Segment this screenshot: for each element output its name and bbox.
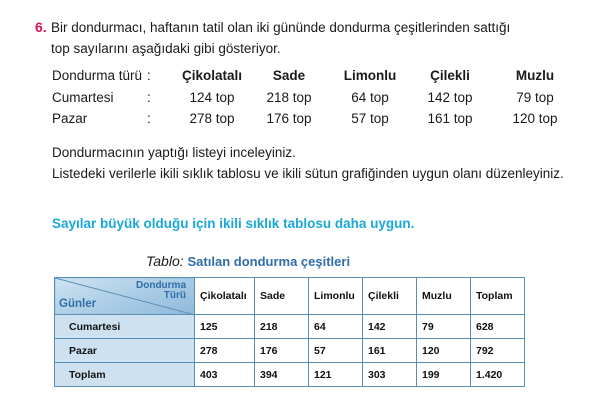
data-list-day: Cumartesi [52, 90, 114, 105]
corner-label-flavor-2: Türü [163, 290, 186, 301]
table-header-row [55, 278, 525, 315]
instruction-line-2: Listedeki verilerle ikili sıklık tablosu ve ikili sütun grafiğinden uygun olanı düzenleyiniz. [52, 166, 564, 181]
data-list-flavor: Çilekli [430, 68, 470, 83]
table-cell: 303 [363, 363, 417, 387]
answer-text: Sayılar büyük olduğu için ikili sıklık tablosu daha uygun. [52, 216, 415, 231]
question-text-line-2: top sayılarını aşağıdaki gibi gösteriyor. [51, 41, 281, 56]
table-title [146, 253, 350, 269]
column-header: Sade [255, 278, 309, 315]
table-cell: 161 [363, 339, 417, 363]
data-list-value: 64 top [351, 90, 389, 105]
data-list-flavor: Muzlu [515, 68, 555, 83]
table-row-total [55, 363, 525, 387]
row-label: Toplam [55, 363, 195, 387]
data-list-flavor: Limonlu [343, 68, 397, 83]
data-list-colon: : [147, 90, 151, 105]
table-row [55, 315, 525, 339]
data-list-value: 120 top [512, 111, 558, 126]
corner-label-flavor [136, 281, 186, 301]
row-label: Cumartesi [55, 315, 195, 339]
table-title-text: Satılan dondurma çeşitleri [187, 254, 351, 269]
table-cell: 121 [309, 363, 363, 387]
data-list-flavor: Çikolatalı [181, 68, 243, 83]
frequency-table [54, 277, 525, 387]
table-cell: 176 [255, 339, 309, 363]
data-list-day: Pazar [52, 111, 88, 126]
table-cell: 79 [417, 315, 471, 339]
table-cell: 120 [417, 339, 471, 363]
instruction-line-1: Dondurmacının yaptığı listeyi inceleyiniz. [52, 145, 296, 160]
data-list-value: 57 top [351, 111, 389, 126]
corner-label-days: Günler [59, 298, 97, 310]
data-list-value: 124 top [189, 90, 235, 105]
table-row [55, 339, 525, 363]
table-title-label: Tablo: [146, 253, 184, 269]
table-cell: 142 [363, 315, 417, 339]
data-list-value: 161 top [427, 111, 473, 126]
data-list-value: 218 top [266, 90, 312, 105]
column-header: Muzlu [417, 278, 471, 315]
column-header: Limonlu [309, 278, 363, 315]
table-cell: 278 [195, 339, 255, 363]
data-list-label: Dondurma türü [52, 68, 143, 83]
column-header: Çilekli [363, 278, 417, 315]
data-list-value: 176 top [266, 111, 312, 126]
table-cell: 628 [471, 315, 525, 339]
row-label: Pazar [55, 339, 195, 363]
table-cell: 125 [195, 315, 255, 339]
table-cell: 394 [255, 363, 309, 387]
data-list-flavor: Sade [272, 68, 306, 83]
data-list-colon: : [147, 68, 151, 83]
table-cell: 57 [309, 339, 363, 363]
data-list-value: 278 top [189, 111, 235, 126]
table-cell: 1.420 [471, 363, 525, 387]
table-cell: 199 [417, 363, 471, 387]
column-header: Çikolatalı [195, 278, 255, 315]
question-text-line-1: Bir dondurmacı, haftanın tatil olan iki gününde dondurma çeşitlerinden sattığı [51, 20, 511, 35]
table-cell: 403 [195, 363, 255, 387]
table-cell: 792 [471, 339, 525, 363]
data-list-colon: : [147, 111, 151, 126]
data-list-value: 79 top [516, 90, 554, 105]
corner-label-flavor-1: Dondurma [136, 280, 186, 291]
table-corner-cell [55, 278, 195, 315]
column-header: Toplam [471, 278, 525, 315]
table-cell: 218 [255, 315, 309, 339]
question-number: 6. [35, 19, 47, 35]
table-cell: 64 [309, 315, 363, 339]
data-list-value: 142 top [427, 90, 473, 105]
